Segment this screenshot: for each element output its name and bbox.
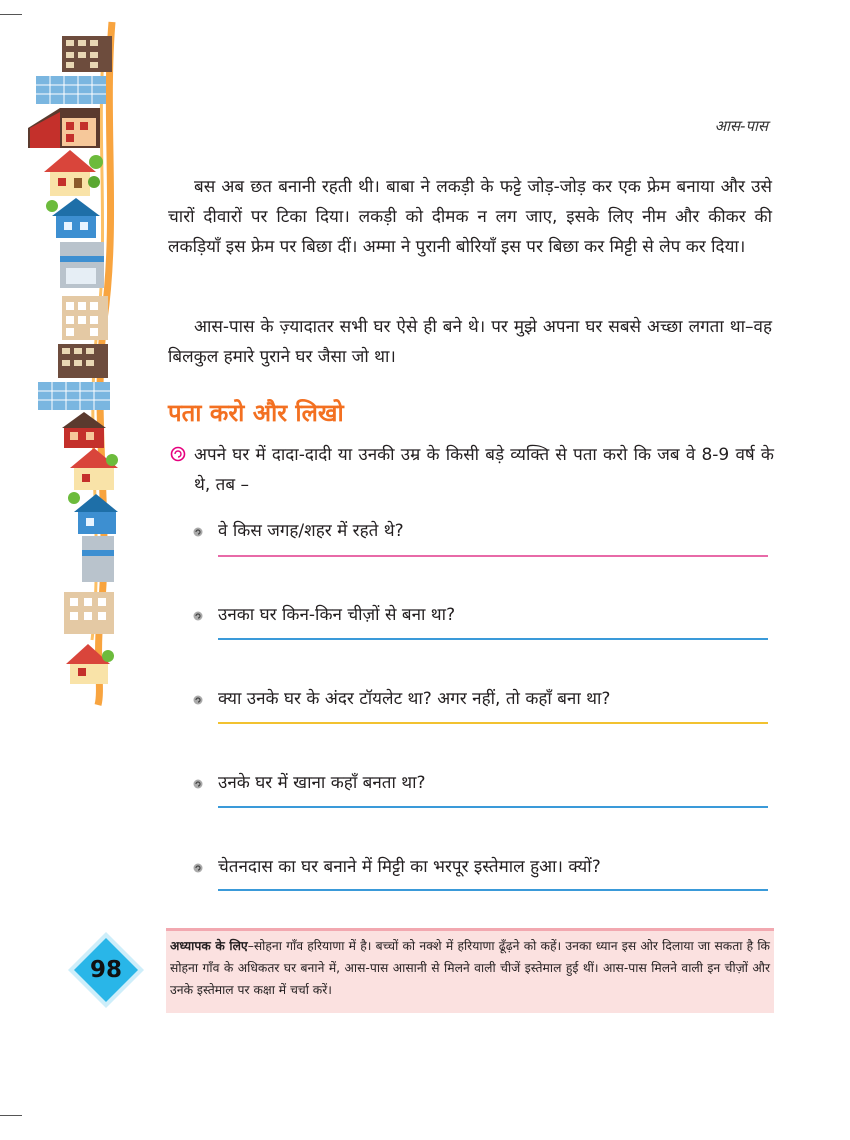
question-text: उनका घर किन-किन चीज़ों से बना था? <box>218 605 456 625</box>
bullet-icon <box>192 778 204 790</box>
answer-line[interactable] <box>218 806 768 808</box>
bullet-icon <box>192 526 204 538</box>
teacher-note-label: अध्यापक के लिए <box>170 939 248 953</box>
bullet-icon <box>192 610 204 622</box>
question-text: क्या उनके घर के अंदर टॉयलेट था? अगर नहीं, तो कहाँ बना था? <box>218 689 611 709</box>
running-header: आस-पास <box>714 117 768 135</box>
answer-line[interactable] <box>218 555 768 557</box>
bullet-icon <box>192 862 204 874</box>
question-text: उनके घर में खाना कहाँ बनता था? <box>218 773 426 793</box>
teacher-note <box>166 928 774 1013</box>
bullet-icon <box>192 694 204 706</box>
crop-mark-bottom <box>0 1115 22 1116</box>
section-heading: पता करो और लिखो <box>168 399 344 427</box>
buildings-illustration <box>0 0 130 720</box>
page-number: 98 <box>89 957 122 983</box>
question-text: वे किस जगह/शहर में रहते थे? <box>218 521 404 541</box>
answer-line[interactable] <box>218 889 768 891</box>
answer-line[interactable] <box>218 638 768 640</box>
activity-intro-text: अपने घर में दादा-दादी या उनकी उम्र के किसी बड़े व्यक्ति से पता करो कि जब वे 8-9 वर्ष के थे, तब – <box>194 445 774 495</box>
spiral-bullet-icon <box>170 446 186 462</box>
paragraph-2: आस-पास के ज़्यादातर सभी घर ऐसे ही बने थे। पर मुझे अपना घर सबसे अच्छा लगता था–वह बिलकुल हमारे पुराने घर जैसा जो था। <box>168 317 772 367</box>
answer-line[interactable] <box>218 722 768 724</box>
page-number-badge <box>66 930 146 1010</box>
teacher-note-body: –सोहना गाँव हरियाणा में है। बच्चों को नक्शे में हरियाणा ढूँढ़ने को कहें। उनका ध्यान इस ओर दिलाया जा सकता है कि सोहना गाँव के अधिकतर घर बनाने में, आस-पास आसानी से मिलने वाली चीजें इस्तेमाल हुई थीं। आस-पास मिलने वाली इन चीज़ों और उनके इस्तेमाल पर कक्षा में चर्चा करें। <box>170 939 770 997</box>
activity-intro <box>168 440 774 500</box>
teacher-note-text <box>166 931 774 1001</box>
paragraph-1: बस अब छत बनानी रहती थी। बाबा ने लकड़ी के फट्टे जोड़-जोड़ कर एक फ्रेम बनाया और उसे चारों दीवारों पर टिका दिया। लकड़ी को दीमक न लग जाए, इसके लिए नीम और कीकर की लकड़ियाँ इस फ्रेम पर बिछा दीं। अम्मा ने पुरानी बोरियाँ इस पर बिछा कर मिट्टी से लेप कर दिया। <box>168 177 772 257</box>
question-text: चेतनदास का घर बनाने में मिट्टी का भरपूर इस्तेमाल हुआ। क्यों? <box>218 857 601 877</box>
